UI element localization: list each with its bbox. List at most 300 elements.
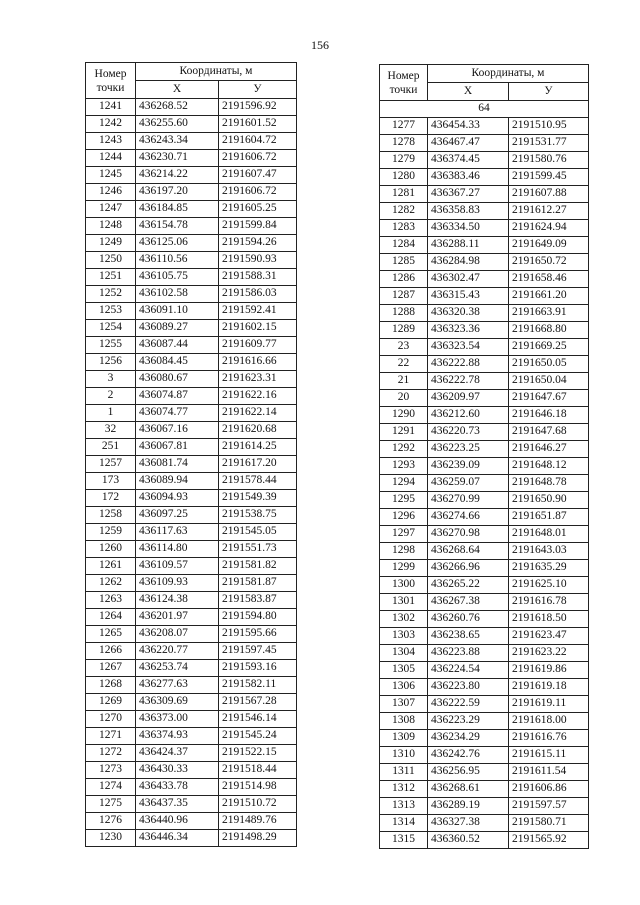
left-table-body [86,99,297,847]
x-coordinate-cell: 436265.22 [428,577,509,594]
point-number-cell: 1310 [380,747,428,764]
point-number-cell: 1274 [86,779,136,796]
header-y: У [219,81,297,99]
point-number-cell: 1303 [380,628,428,645]
y-coordinate-cell: 2191594.80 [219,609,297,626]
point-number-cell: 251 [86,439,136,456]
y-coordinate-cell: 2191609.77 [219,337,297,354]
y-coordinate-cell: 2191619.86 [509,662,589,679]
y-coordinate-cell: 2191602.15 [219,320,297,337]
y-coordinate-cell: 2191616.76 [509,730,589,747]
y-coordinate-cell: 2191606.72 [219,150,297,167]
table-row [86,320,297,337]
x-coordinate-cell: 436154.78 [136,218,219,235]
y-coordinate-cell: 2191658.46 [509,271,589,288]
y-coordinate-cell: 2191620.68 [219,422,297,439]
x-coordinate-cell: 436067.81 [136,439,219,456]
x-coordinate-cell: 436433.78 [136,779,219,796]
y-coordinate-cell: 2191622.14 [219,405,297,422]
point-number-cell: 1241 [86,99,136,116]
y-coordinate-cell: 2191615.11 [509,747,589,764]
x-coordinate-cell: 436097.25 [136,507,219,524]
point-number-cell: 1276 [86,813,136,830]
table-row [86,286,297,303]
point-number-cell: 1291 [380,424,428,441]
point-number-cell: 1254 [86,320,136,337]
table-row [86,592,297,609]
table-row [380,781,589,798]
point-number-cell: 1292 [380,441,428,458]
table-row [86,643,297,660]
x-coordinate-cell: 436374.45 [428,152,509,169]
table-row [86,439,297,456]
point-number-cell: 1280 [380,169,428,186]
point-number-cell: 1268 [86,677,136,694]
table-row [86,779,297,796]
table-row [380,254,589,271]
y-coordinate-cell: 2191518.44 [219,762,297,779]
table-row [380,798,589,815]
table-row [380,509,589,526]
point-number-cell: 1256 [86,354,136,371]
table-row [380,594,589,611]
y-coordinate-cell: 2191595.66 [219,626,297,643]
x-coordinate-cell: 436220.77 [136,643,219,660]
table-row [380,390,589,407]
header-point-number: Номер точки [86,63,136,99]
point-number-cell: 1260 [86,541,136,558]
y-coordinate-cell: 2191618.00 [509,713,589,730]
y-coordinate-cell: 2191522.15 [219,745,297,762]
point-number-cell: 1247 [86,201,136,218]
table-row [380,237,589,254]
x-coordinate-cell: 436224.54 [428,662,509,679]
table-row [380,713,589,730]
table-row [380,526,589,543]
header-point-number: Номер точки [380,65,428,101]
table-row [380,373,589,390]
x-coordinate-cell: 436323.54 [428,339,509,356]
table-row [380,135,589,152]
point-number-cell: 1311 [380,764,428,781]
table-row [380,305,589,322]
y-coordinate-cell: 2191597.45 [219,643,297,660]
table-row [86,507,297,524]
x-coordinate-cell: 436081.74 [136,456,219,473]
x-coordinate-cell: 436214.22 [136,167,219,184]
y-coordinate-cell: 2191545.05 [219,524,297,541]
y-coordinate-cell: 2191607.88 [509,186,589,203]
y-coordinate-cell: 2191489.76 [219,813,297,830]
table-row [380,475,589,492]
point-number-cell: 1269 [86,694,136,711]
x-coordinate-cell: 436220.73 [428,424,509,441]
y-coordinate-cell: 2191580.76 [509,152,589,169]
x-coordinate-cell: 436091.10 [136,303,219,320]
table-row [86,796,297,813]
y-coordinate-cell: 2191663.91 [509,305,589,322]
x-coordinate-cell: 436268.61 [428,781,509,798]
x-coordinate-cell: 436327.38 [428,815,509,832]
point-number-cell: 172 [86,490,136,507]
section-number: 64 [380,101,589,118]
point-number-cell: 1250 [86,252,136,269]
x-coordinate-cell: 436125.06 [136,235,219,252]
y-coordinate-cell: 2191596.92 [219,99,297,116]
table-row [86,558,297,575]
table-row [86,524,297,541]
y-coordinate-cell: 2191567.28 [219,694,297,711]
point-number-cell: 1248 [86,218,136,235]
y-coordinate-cell: 2191646.18 [509,407,589,424]
x-coordinate-cell: 436102.58 [136,286,219,303]
x-coordinate-cell: 436284.98 [428,254,509,271]
y-coordinate-cell: 2191531.77 [509,135,589,152]
table-row [86,711,297,728]
x-coordinate-cell: 436223.25 [428,441,509,458]
x-coordinate-cell: 436124.38 [136,592,219,609]
x-coordinate-cell: 436309.69 [136,694,219,711]
table-row [380,696,589,713]
point-number-cell: 1279 [380,152,428,169]
y-coordinate-cell: 2191581.82 [219,558,297,575]
x-coordinate-cell: 436222.88 [428,356,509,373]
y-coordinate-cell: 2191619.18 [509,679,589,696]
table-row [380,458,589,475]
point-number-cell: 21 [380,373,428,390]
x-coordinate-cell: 436109.93 [136,575,219,592]
x-coordinate-cell: 436334.50 [428,220,509,237]
point-number-cell: 1273 [86,762,136,779]
x-coordinate-cell: 436222.59 [428,696,509,713]
y-coordinate-cell: 2191623.31 [219,371,297,388]
point-number-cell: 1285 [380,254,428,271]
point-number-cell: 1255 [86,337,136,354]
x-coordinate-cell: 436197.20 [136,184,219,201]
table-row [86,269,297,286]
point-number-cell: 1283 [380,220,428,237]
point-number-cell: 1270 [86,711,136,728]
point-number-cell: 1230 [86,830,136,847]
x-coordinate-cell: 436223.29 [428,713,509,730]
point-number-cell: 1252 [86,286,136,303]
table-row [86,235,297,252]
table-row [380,441,589,458]
table-row [86,609,297,626]
y-coordinate-cell: 2191498.29 [219,830,297,847]
x-coordinate-cell: 436223.88 [428,645,509,662]
y-coordinate-cell: 2191622.16 [219,388,297,405]
x-coordinate-cell: 436315.43 [428,288,509,305]
table-row [86,337,297,354]
table-row [380,407,589,424]
x-coordinate-cell: 436074.87 [136,388,219,405]
header-coordinates: Координаты, м [428,65,589,83]
table-row [86,694,297,711]
point-number-cell: 1306 [380,679,428,696]
x-coordinate-cell: 436320.38 [428,305,509,322]
point-number-cell: 1307 [380,696,428,713]
point-number-cell: 1278 [380,135,428,152]
x-coordinate-cell: 436256.95 [428,764,509,781]
y-coordinate-cell: 2191635.29 [509,560,589,577]
x-coordinate-cell: 436117.63 [136,524,219,541]
point-number-cell: 1246 [86,184,136,201]
y-coordinate-cell: 2191623.47 [509,628,589,645]
y-coordinate-cell: 2191588.31 [219,269,297,286]
y-coordinate-cell: 2191614.25 [219,439,297,456]
table-row [380,169,589,186]
point-number-cell: 1289 [380,322,428,339]
y-coordinate-cell: 2191583.87 [219,592,297,609]
y-coordinate-cell: 2191581.87 [219,575,297,592]
point-number-cell: 3 [86,371,136,388]
table-row [380,118,589,135]
point-number-cell: 20 [380,390,428,407]
y-coordinate-cell: 2191606.86 [509,781,589,798]
x-coordinate-cell: 436222.78 [428,373,509,390]
point-number-cell: 1244 [86,150,136,167]
table-row [86,762,297,779]
y-coordinate-cell: 2191650.72 [509,254,589,271]
point-number-cell: 1300 [380,577,428,594]
point-number-cell: 1288 [380,305,428,322]
y-coordinate-cell: 2191648.01 [509,526,589,543]
point-number-cell: 1257 [86,456,136,473]
y-coordinate-cell: 2191594.26 [219,235,297,252]
x-coordinate-cell: 436067.16 [136,422,219,439]
x-coordinate-cell: 436373.00 [136,711,219,728]
table-row [86,116,297,133]
table-row [86,133,297,150]
x-coordinate-cell: 436454.33 [428,118,509,135]
point-number-cell: 22 [380,356,428,373]
point-number-cell: 1297 [380,526,428,543]
point-number-cell: 1261 [86,558,136,575]
y-coordinate-cell: 2191648.12 [509,458,589,475]
point-number-cell: 173 [86,473,136,490]
x-coordinate-cell: 436110.56 [136,252,219,269]
table-row [86,354,297,371]
point-number-cell: 1242 [86,116,136,133]
point-number-cell: 1287 [380,288,428,305]
table-row [380,679,589,696]
y-coordinate-cell: 2191586.03 [219,286,297,303]
y-coordinate-cell: 2191624.94 [509,220,589,237]
point-number-cell: 1267 [86,660,136,677]
right-table-body [380,118,589,849]
y-coordinate-cell: 2191599.45 [509,169,589,186]
table-row [380,203,589,220]
x-coordinate-cell: 436267.38 [428,594,509,611]
x-coordinate-cell: 436234.29 [428,730,509,747]
point-number-cell: 32 [86,422,136,439]
table-row [86,405,297,422]
table-row [380,815,589,832]
y-coordinate-cell: 2191647.67 [509,390,589,407]
x-coordinate-cell: 436184.85 [136,201,219,218]
x-coordinate-cell: 436208.07 [136,626,219,643]
x-coordinate-cell: 436288.11 [428,237,509,254]
table-row [86,371,297,388]
table-row [380,220,589,237]
table-row [86,167,297,184]
x-coordinate-cell: 436243.34 [136,133,219,150]
table-row [380,543,589,560]
point-number-cell: 1296 [380,509,428,526]
y-coordinate-cell: 2191650.90 [509,492,589,509]
point-number-cell: 1243 [86,133,136,150]
page-number: 156 [311,38,329,52]
x-coordinate-cell: 436242.76 [428,747,509,764]
point-number-cell: 1305 [380,662,428,679]
header-y: У [509,83,589,101]
point-number-cell: 1271 [86,728,136,745]
x-coordinate-cell: 436274.66 [428,509,509,526]
table-row [86,677,297,694]
point-number-cell: 1245 [86,167,136,184]
table-row [86,575,297,592]
y-coordinate-cell: 2191551.73 [219,541,297,558]
point-number-cell: 1259 [86,524,136,541]
x-coordinate-cell: 436360.52 [428,832,509,849]
x-coordinate-cell: 436374.93 [136,728,219,745]
coordinates-table-right [379,64,589,849]
table-row [86,218,297,235]
y-coordinate-cell: 2191545.24 [219,728,297,745]
x-coordinate-cell: 436089.94 [136,473,219,490]
table-row [380,577,589,594]
point-number-cell: 1253 [86,303,136,320]
table-row [380,645,589,662]
x-coordinate-cell: 436238.65 [428,628,509,645]
x-coordinate-cell: 436080.67 [136,371,219,388]
y-coordinate-cell: 2191597.57 [509,798,589,815]
y-coordinate-cell: 2191606.72 [219,184,297,201]
point-number-cell: 1282 [380,203,428,220]
point-number-cell: 1281 [380,186,428,203]
y-coordinate-cell: 2191514.98 [219,779,297,796]
y-coordinate-cell: 2191647.68 [509,424,589,441]
point-number-cell: 1277 [380,118,428,135]
y-coordinate-cell: 2191649.09 [509,237,589,254]
x-coordinate-cell: 436260.76 [428,611,509,628]
y-coordinate-cell: 2191578.44 [219,473,297,490]
table-row [86,99,297,116]
x-coordinate-cell: 436089.27 [136,320,219,337]
x-coordinate-cell: 436201.97 [136,609,219,626]
point-number-cell: 1275 [86,796,136,813]
point-number-cell: 1266 [86,643,136,660]
y-coordinate-cell: 2191510.72 [219,796,297,813]
x-coordinate-cell: 436114.80 [136,541,219,558]
point-number-cell: 1308 [380,713,428,730]
table-row [380,662,589,679]
table-row [380,730,589,747]
table-row [380,832,589,849]
y-coordinate-cell: 2191510.95 [509,118,589,135]
x-coordinate-cell: 436302.47 [428,271,509,288]
x-coordinate-cell: 436087.44 [136,337,219,354]
table-row [380,747,589,764]
table-row [86,201,297,218]
y-coordinate-cell: 2191604.72 [219,133,297,150]
table-row [86,830,297,847]
point-number-cell: 1284 [380,237,428,254]
y-coordinate-cell: 2191625.10 [509,577,589,594]
y-coordinate-cell: 2191601.52 [219,116,297,133]
x-coordinate-cell: 436209.97 [428,390,509,407]
y-coordinate-cell: 2191618.50 [509,611,589,628]
table-row [86,252,297,269]
x-coordinate-cell: 436277.63 [136,677,219,694]
point-number-cell: 1272 [86,745,136,762]
table-row [380,339,589,356]
point-number-cell: 1290 [380,407,428,424]
y-coordinate-cell: 2191565.92 [509,832,589,849]
x-coordinate-cell: 436270.99 [428,492,509,509]
y-coordinate-cell: 2191599.84 [219,218,297,235]
x-coordinate-cell: 436094.93 [136,490,219,507]
y-coordinate-cell: 2191590.93 [219,252,297,269]
table-row [380,560,589,577]
point-number-cell: 1302 [380,611,428,628]
x-coordinate-cell: 436223.80 [428,679,509,696]
table-row [86,184,297,201]
header-x: Х [428,83,509,101]
table-row [86,456,297,473]
x-coordinate-cell: 436230.71 [136,150,219,167]
point-number-cell: 1293 [380,458,428,475]
table-row [380,764,589,781]
x-coordinate-cell: 436255.60 [136,116,219,133]
y-coordinate-cell: 2191605.25 [219,201,297,218]
x-coordinate-cell: 436109.57 [136,558,219,575]
y-coordinate-cell: 2191582.11 [219,677,297,694]
y-coordinate-cell: 2191651.87 [509,509,589,526]
table-row [86,626,297,643]
y-coordinate-cell: 2191611.54 [509,764,589,781]
point-number-cell: 1286 [380,271,428,288]
y-coordinate-cell: 2191643.03 [509,543,589,560]
x-coordinate-cell: 436268.64 [428,543,509,560]
x-coordinate-cell: 436437.35 [136,796,219,813]
y-coordinate-cell: 2191607.47 [219,167,297,184]
table-row [86,541,297,558]
x-coordinate-cell: 436446.34 [136,830,219,847]
x-coordinate-cell: 436084.45 [136,354,219,371]
x-coordinate-cell: 436270.98 [428,526,509,543]
x-coordinate-cell: 436467.47 [428,135,509,152]
y-coordinate-cell: 2191648.78 [509,475,589,492]
point-number-cell: 1299 [380,560,428,577]
x-coordinate-cell: 436239.09 [428,458,509,475]
y-coordinate-cell: 2191623.22 [509,645,589,662]
y-coordinate-cell: 2191538.75 [219,507,297,524]
point-number-cell: 1262 [86,575,136,592]
point-number-cell: 1309 [380,730,428,747]
table-row [380,492,589,509]
point-number-cell: 1312 [380,781,428,798]
y-coordinate-cell: 2191593.16 [219,660,297,677]
y-coordinate-cell: 2191616.78 [509,594,589,611]
table-row [86,745,297,762]
header-x: Х [136,81,219,99]
table-row [86,150,297,167]
table-row [380,611,589,628]
y-coordinate-cell: 2191549.39 [219,490,297,507]
x-coordinate-cell: 436383.46 [428,169,509,186]
